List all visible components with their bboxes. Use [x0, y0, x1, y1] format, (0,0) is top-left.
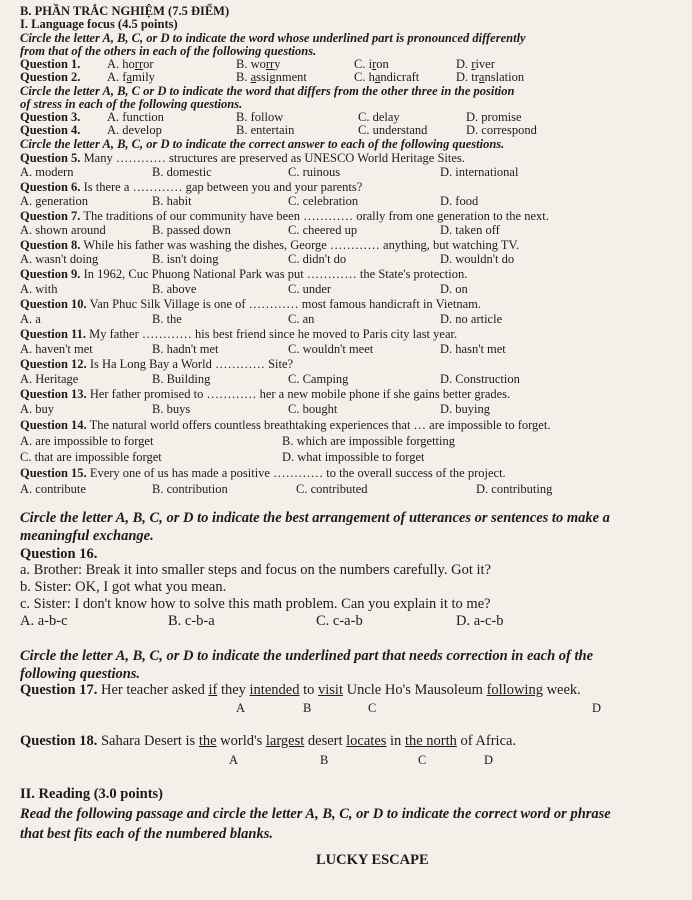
language-focus-heading: I. Language focus (4.5 points): [20, 17, 178, 31]
question-2: Question 2.: [20, 70, 81, 84]
q3-option-b[interactable]: B. follow: [236, 110, 284, 124]
question-14: Question 14. The natural world offers countless breathtaking experiences that … are impossible to forget.: [20, 418, 551, 432]
q12-option-c[interactable]: C. Camping: [288, 372, 349, 386]
q14-option-b[interactable]: B. which are impossible forgetting: [282, 434, 456, 448]
q14-option-a[interactable]: A. are impossible to forget: [20, 434, 154, 448]
question-3: Question 3.: [20, 110, 81, 124]
instruction-reading: Read the following passage and circle the letter A, B, C, or D to indicate the correct word or phrase: [20, 806, 611, 822]
question-12: Question 12. Is Ha Long Bay a World ………… Site?: [20, 357, 294, 371]
q13-option-d[interactable]: D. buying: [440, 402, 490, 416]
q15-option-d[interactable]: D. contributing: [476, 482, 553, 496]
q7-option-d[interactable]: D. taken off: [440, 223, 500, 237]
q1-option-a[interactable]: A. horror: [107, 57, 154, 71]
question-5: Question 5. Many ………… structures are preserved as UNESCO World Heritage Sites.: [20, 151, 465, 165]
instruction-stress: Circle the letter A, B, C or D to indicate the word that differs from the other three in the position: [20, 84, 515, 98]
reading-heading: II. Reading (3.0 points): [20, 786, 164, 802]
question-18: Question 18. Sahara Desert is the world's largest desert locates in the north of Africa.: [20, 733, 517, 749]
q6-option-a[interactable]: A. generation: [20, 194, 89, 208]
q16-line-c: c. Sister: I don't know how to solve this math problem. Can you explain it to me?: [20, 596, 491, 612]
question-8: Question 8. While his father was washing the dishes, George ………… anything, but watching TV.: [20, 238, 520, 252]
q1-option-c[interactable]: C. iron: [354, 57, 389, 71]
q15-option-b[interactable]: B. contribution: [152, 482, 228, 496]
q4-option-c[interactable]: C. understand: [358, 123, 428, 137]
instruction-reading-cont: that best fits each of the numbered blanks.: [20, 826, 273, 842]
q10-option-d[interactable]: D. no article: [440, 312, 503, 326]
q7-option-a[interactable]: A. shown around: [20, 223, 106, 237]
q18-part-a[interactable]: the: [198, 733, 217, 749]
q18-label-a: A: [229, 753, 239, 767]
q13-option-b[interactable]: B. buys: [152, 402, 191, 416]
question-6: Question 6. Is there a ………… gap between you and your parents?: [20, 180, 363, 194]
q17-part-d[interactable]: following: [486, 682, 543, 698]
question-13: Question 13. Her father promised to ………… her a new mobile phone if she gains better grades.: [20, 387, 511, 401]
q17-label-b: B: [303, 701, 312, 715]
question-15: Question 15. Every one of us has made a positive ………… to the overall success of the project.: [20, 466, 506, 480]
q17-part-c[interactable]: visit: [318, 682, 343, 698]
q16-option-b[interactable]: B. c-b-a: [168, 613, 215, 629]
q9-option-c[interactable]: C. under: [288, 282, 332, 296]
q5-option-a[interactable]: A. modern: [20, 165, 74, 179]
q7-option-c[interactable]: C. cheered up: [288, 223, 358, 237]
q8-option-a[interactable]: A. wasn't doing: [20, 252, 99, 266]
q12-option-b[interactable]: B. Building: [152, 372, 211, 386]
instruction-pronunciation: Circle the letter A, B, C, or D to indicate the word whose underlined part is pronounced differently: [20, 31, 526, 45]
q18-label-c: C: [418, 753, 427, 767]
question-11: Question 11. My father ………… his best friend since he moved to Paris city last year.: [20, 327, 458, 341]
q18-label-d: D: [484, 753, 494, 767]
q8-option-c[interactable]: C. didn't do: [288, 252, 347, 266]
q12-option-d[interactable]: D. Construction: [440, 372, 520, 386]
q9-option-a[interactable]: A. with: [20, 282, 58, 296]
question-17: Question 17. Her teacher asked if they intended to visit Uncle Ho's Mausoleum following week.: [20, 682, 581, 698]
q15-option-c[interactable]: C. contributed: [296, 482, 368, 496]
q7-option-b[interactable]: B. passed down: [152, 223, 231, 237]
instruction-arrangement: Circle the letter A, B, C, or D to indicate the best arrangement of utterances or sentences to make a: [20, 510, 610, 526]
question-4: Question 4.: [20, 123, 81, 137]
instruction-pronunciation-cont: from that of the others in each of the following questions.: [20, 44, 317, 58]
q6-option-c[interactable]: C. celebration: [288, 194, 359, 208]
q3-option-c[interactable]: C. delay: [358, 110, 400, 124]
q18-part-c[interactable]: locates: [346, 733, 387, 749]
instruction-correct-answer: Circle the letter A, B, C, or D to indicate the correct answer to each of the following questions.: [20, 137, 505, 151]
question-16: Question 16.: [20, 546, 98, 562]
q16-option-a[interactable]: A. a-b-c: [20, 613, 68, 629]
q16-line-a: a. Brother: Break it into smaller steps and focus on the numbers carefully. Got it?: [20, 562, 491, 578]
q16-option-c[interactable]: C. c-a-b: [316, 613, 363, 629]
q2-option-d[interactable]: D. translation: [456, 70, 525, 84]
q11-option-b[interactable]: B. hadn't met: [152, 342, 219, 356]
question-9: Question 9. In 1962, Cuc Phuong National Park was put ………… the State's protection.: [20, 267, 468, 281]
instruction-arrangement-cont: meaningful exchange.: [20, 528, 154, 544]
question-10: Question 10. Van Phuc Silk Village is one of ………… most famous handicraft in Vietnam.: [20, 297, 481, 311]
q6-option-d[interactable]: D. food: [440, 194, 479, 208]
q18-label-b: B: [320, 753, 329, 767]
q14-option-c[interactable]: C. that are impossible forget: [20, 450, 162, 464]
q10-option-c[interactable]: C. an: [288, 312, 315, 326]
q16-option-d[interactable]: D. a-c-b: [456, 613, 504, 629]
q9-option-d[interactable]: D. on: [440, 282, 468, 296]
q2-option-a[interactable]: A. family: [107, 70, 155, 84]
q11-option-d[interactable]: D. hasn't met: [440, 342, 506, 356]
q12-option-a[interactable]: A. Heritage: [20, 372, 79, 386]
passage-title: LUCKY ESCAPE: [316, 852, 429, 868]
section-title: B. PHẦN TRẮC NGHIỆM (7.5 ĐIỂM): [20, 4, 230, 18]
q5-option-b[interactable]: B. domestic: [152, 165, 212, 179]
instruction-stress-cont: of stress in each of the following questions.: [20, 97, 243, 111]
q3-option-d[interactable]: D. promise: [466, 110, 522, 124]
q4-option-a[interactable]: A. develop: [107, 123, 162, 137]
q9-option-b[interactable]: B. above: [152, 282, 197, 296]
instruction-error-cont: following questions.: [20, 666, 141, 682]
question-7: Question 7. The traditions of our community have been ………… orally from one generation to the next.: [20, 209, 549, 223]
question-number: Question 1.: [20, 57, 81, 71]
q6-option-b[interactable]: B. habit: [152, 194, 192, 208]
q16-line-b: b. Sister: OK, I got what you mean.: [20, 579, 227, 595]
q10-option-a[interactable]: A. a: [20, 312, 41, 326]
q17-label-d: D: [592, 701, 602, 715]
q17-label-c: C: [368, 701, 377, 715]
q17-part-a[interactable]: if: [208, 682, 218, 698]
q1-option-b[interactable]: B. worry: [236, 57, 281, 71]
q17-label-a: A: [236, 701, 246, 715]
q18-part-d[interactable]: the north: [404, 733, 457, 749]
q2-option-c[interactable]: C. handicraft: [354, 70, 420, 84]
q13-option-a[interactable]: A. buy: [20, 402, 55, 416]
q18-part-b[interactable]: largest: [265, 733, 305, 749]
q2-option-b[interactable]: B. assignment: [236, 70, 307, 84]
q11-option-c[interactable]: C. wouldn't meet: [288, 342, 374, 356]
q1-option-d[interactable]: D. river: [456, 57, 495, 71]
q3-option-a[interactable]: A. function: [107, 110, 164, 124]
q13-option-c[interactable]: C. bought: [288, 402, 338, 416]
q5-option-d[interactable]: D. international: [440, 165, 519, 179]
q15-option-a[interactable]: A. contribute: [20, 482, 86, 496]
q8-option-b[interactable]: B. isn't doing: [152, 252, 219, 266]
question-1: [20, 57, 80, 71]
q10-option-b[interactable]: B. the: [152, 312, 182, 326]
q11-option-a[interactable]: A. haven't met: [20, 342, 93, 356]
q17-part-b[interactable]: intended: [249, 682, 300, 698]
q14-option-d[interactable]: D. what impossible to forget: [282, 450, 425, 464]
q5-option-c[interactable]: C. ruinous: [288, 165, 341, 179]
q4-option-b[interactable]: B. entertain: [236, 123, 295, 137]
instruction-error: Circle the letter A, B, C, or D to indicate the underlined part that needs correction in each of the: [20, 648, 594, 664]
q4-option-d[interactable]: D. correspond: [466, 123, 537, 137]
q8-option-d[interactable]: D. wouldn't do: [440, 252, 515, 266]
